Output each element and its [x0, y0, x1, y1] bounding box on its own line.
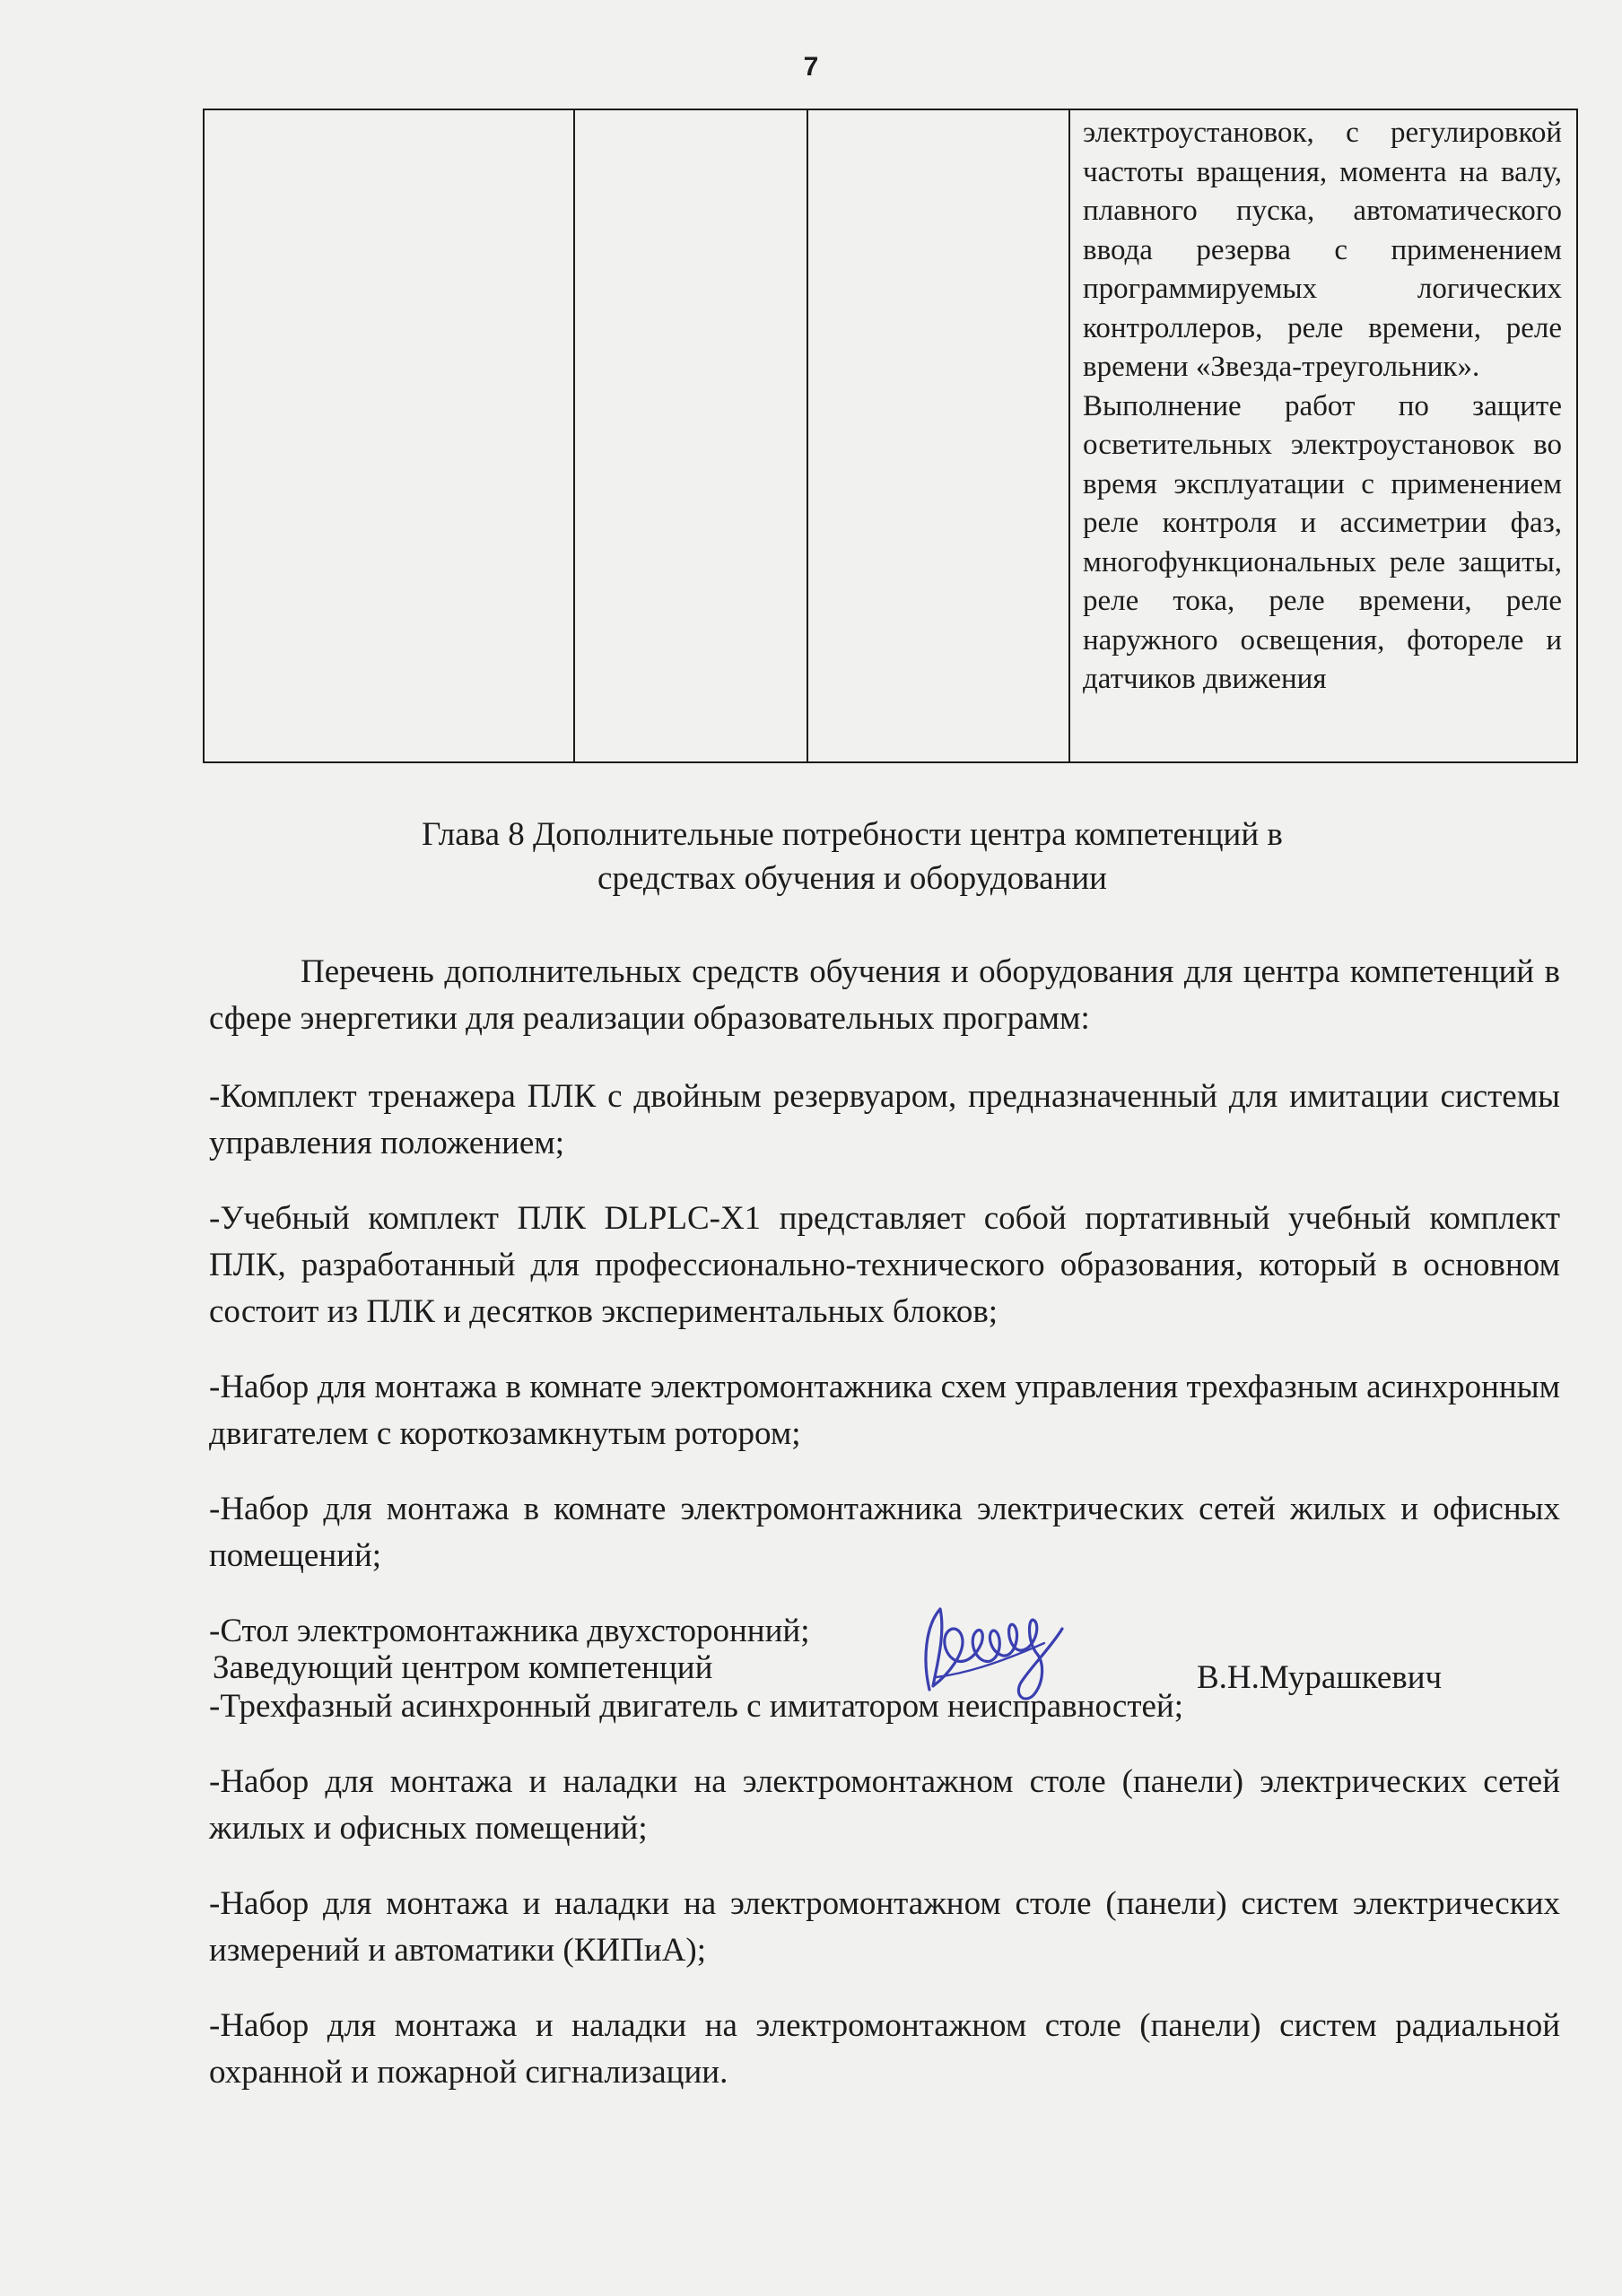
chapter-heading-line-2: средствах обучения и оборудовании [597, 860, 1107, 897]
table-cell-2 [574, 109, 807, 762]
list-item: -Набор для монтажа в комнате электромонтажника схем управления трехфазным асинхронным двигателем с короткозамкнутым ротором; [209, 1369, 1560, 1452]
list-item: -Комплект тренажера ПЛК с двойным резервуаром, предназначенный для имитации системы управления положением; [209, 1078, 1560, 1161]
page-number: 7 [803, 52, 819, 82]
cell-paragraph: Выполнение работ по защите осветительных электроустановок во время эксплуатации с применением реле контроля и ассиметрии фаз, многофункциональных реле защиты, реле тока, реле времени, реле наружного освещения, фотореле и датчиков движения [1083, 389, 1562, 695]
table-cell-3 [807, 109, 1069, 762]
table-cell-1 [204, 109, 574, 762]
table-cell-description [1069, 109, 1577, 762]
cell-paragraph: электроустановок, с регулировкой частоты вращения, момента на валу, плавного пуска, автоматического ввода резерва с применением программируемых логических контроллеров, реле времени, реле времени «Звезда-треугольник». [1083, 117, 1562, 383]
list-item: -Набор для монтажа и наладки на электромонтажном столе (панели) систем электрических измерений и автоматики (КИПиА); [209, 1885, 1560, 1969]
list-item: -Трехфазный асинхронный двигатель с имитатором неисправностей; [209, 1688, 1184, 1725]
signatory-name: В.Н.Мурашкевич [1197, 1659, 1443, 1696]
equipment-list [209, 1074, 1560, 2125]
intro-paragraph: Перечень дополнительных средств обучения и оборудования для центра компетенций в сфере энергетики для реализации образовательных программ: [209, 953, 1560, 1037]
table-row [204, 109, 1577, 762]
handwritten-signature [910, 1589, 1071, 1706]
list-item: -Набор для монтажа в комнате электромонтажника электрических сетей жилых и офисных помещений; [209, 1491, 1560, 1574]
list-item: -Стол электромонтажника двухсторонний; [209, 1613, 810, 1649]
chapter-heading-line-1: Глава 8 Дополнительные потребности центра компетенций в [422, 816, 1283, 853]
list-item: -Набор для монтажа и наладки на электромонтажном столе (панели) систем радиальной охранной и пожарной сигнализации. [209, 2007, 1560, 2091]
chapter-heading [224, 813, 1480, 900]
list-item: -Учебный комплект ПЛК DLPLC-X1 представляет собой портативный учебный комплект ПЛК, разработанный для профессионально-технического образования, который в основном состоит из ПЛК и десятков экспериментальных блоков; [209, 1200, 1560, 1330]
signatory-title: Заведующий центром компетенций [213, 1649, 713, 1686]
continuation-table [203, 109, 1578, 763]
list-item: -Набор для монтажа и наладки на электромонтажном столе (панели) электрических сетей жилых и офисных помещений; [209, 1763, 1560, 1847]
